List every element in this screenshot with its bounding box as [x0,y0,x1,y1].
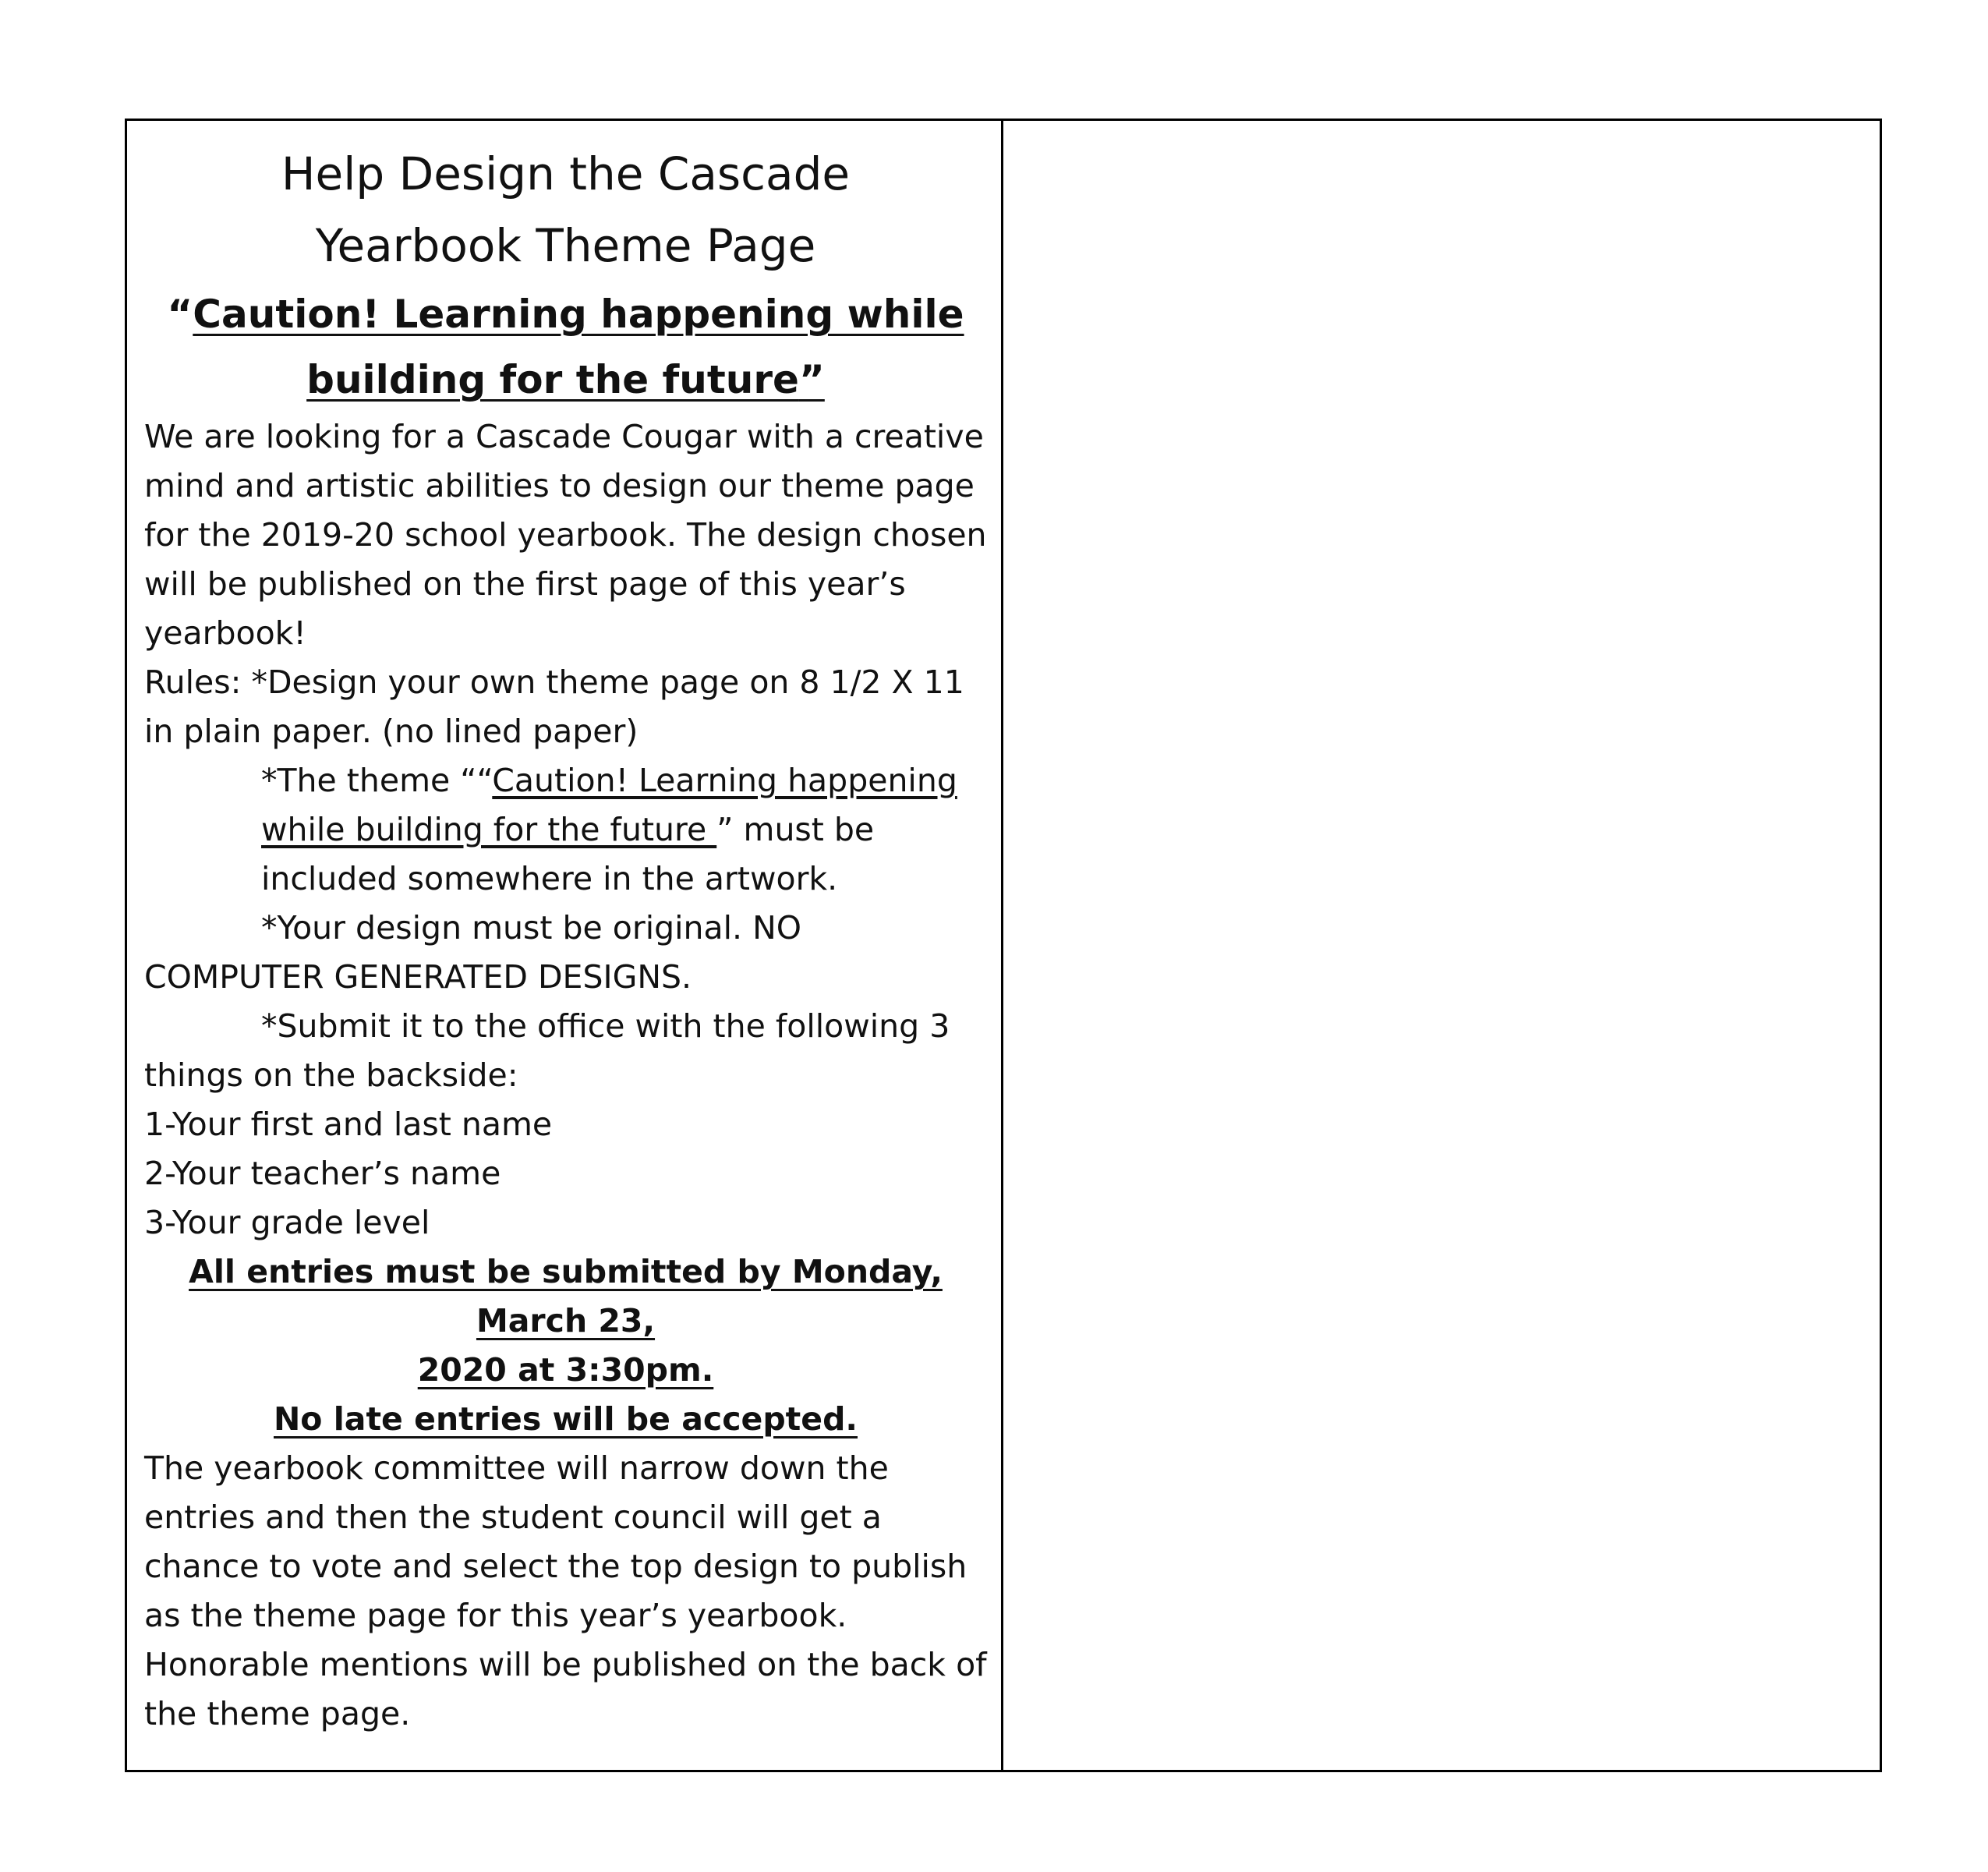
deadline-line-1: All entries must be submitted by Monday, March 23, [189,1253,943,1339]
theme-heading-line-1 [144,281,987,347]
backside-item-2: 2-Your teacher’s name [144,1155,501,1192]
rule-theme-suffix: ” must be included somewhere in the artwork. [261,811,875,897]
theme-close-quote: ” [798,357,825,402]
backside-item-1: 1-Your first and last name [144,1106,553,1143]
theme-heading-line-2 [144,347,987,412]
late-notice-wrap [144,1395,987,1444]
title-line-2: Yearbook Theme Page [315,219,816,272]
rule-theme-included [144,756,987,904]
closing-paragraph: The yearbook committee will narrow down the entries and then the student council will get a chance to vote and select the top design to publish as the theme page for this year’s yearbook. Honorable mentions will be published on the back of the theme page. [144,1449,987,1732]
rule-submit: *Submit it to the office with the following 3 things on the backside: [144,1007,950,1094]
late-notice: No late entries will be accepted. [273,1400,858,1438]
rule-original: *Your design must be original. NO COMPUTER GENERATED DESIGNS. [144,909,802,996]
blank-design-cell [1003,121,1880,1770]
rules-line: Rules: *Design your own theme page on 8 1/2 X 11 in plain paper. (no lined paper) [144,664,964,750]
backside-item-3: 3-Your grade level [144,1204,430,1241]
intro-paragraph: We are looking for a Cascade Cougar with a creative mind and artistic abilities to design our theme page for the 2019-20 school yearbook. The design chosen will be published on the first page of this year’s yearbook! [144,418,987,652]
rule-theme-text: Caution! Learning happening while building for the future [261,762,957,848]
deadline-line-2: 2020 at 3:30pm. [417,1351,714,1389]
deadline-line-2-wrap [144,1346,987,1395]
theme-text-line-2 [306,357,825,402]
theme-text-line-1: Caution! Learning happening while [193,292,964,337]
flyer-content-cell [127,121,1003,1770]
flyer-table [125,119,1882,1772]
theme-text-line-2-words: building for the future [306,357,799,402]
theme-open-quote: “ [167,292,193,337]
title-line-1: Help Design the Cascade [281,147,851,200]
rule-theme-prefix: *The theme ““ [261,762,493,799]
